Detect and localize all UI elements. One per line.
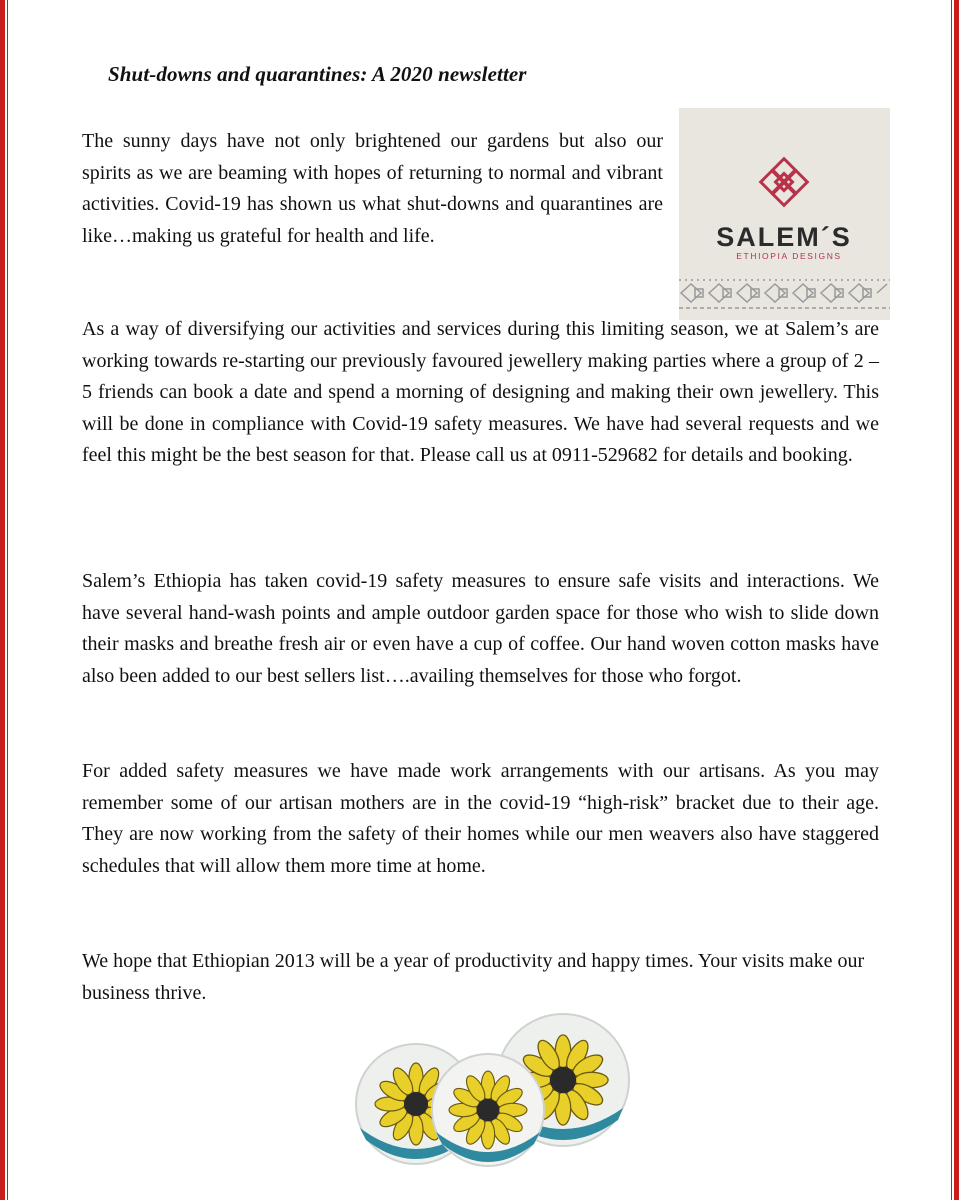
logo-tagline: ETHIOPIA DESIGNS bbox=[736, 251, 842, 261]
page-border-left bbox=[0, 0, 5, 1200]
paragraph-artisans: For added safety measures we have made work arrangements with our artisans. As you may remember some of our artisan mothers are in the covid-19 “high-risk” bracket due to their age. They are now working from the safety of their homes while our men weavers also have staggered schedules that will allow them more time at home. bbox=[82, 760, 879, 877]
pattern-border bbox=[679, 280, 890, 308]
paragraph-closing: We hope that Ethiopian 2013 will be a year of productivity and happy times. Your visits make our business thrive. bbox=[82, 950, 865, 1004]
salems-logo bbox=[679, 108, 890, 320]
logo-brand: SALEM´S bbox=[716, 222, 852, 252]
knot-icon bbox=[761, 159, 808, 206]
woven-baskets-image bbox=[338, 1012, 638, 1167]
newsletter-title: Shut-downs and quarantines: A 2020 newsletter bbox=[108, 62, 527, 86]
paragraph-intro: The sunny days have not only brightened our gardens but also our spirits as we are beaming with hopes of returning to normal and vibrant activities. Covid-19 has shown us what shut-downs and quarantines are like…making us grateful for health and life. bbox=[82, 130, 663, 247]
paragraph-jewellery-parties: As a way of diversifying our activities and services during this limiting season, we at Salem’s are working towards re-starting our previously favoured jewellery making parties where a group of 2 – 5 friends can book a date and spend a morning of designing and making their own jewellery. This will be done in compliance with Covid-19 safety measures. We have had several requests and we feel this might be the best season for that. Please call us at 0911-529682 for details and booking. bbox=[82, 318, 879, 466]
page-border-right bbox=[954, 0, 959, 1200]
paragraph-safety-measures: Salem’s Ethiopia has taken covid-19 safety measures to ensure safe visits and interactions. We have several hand-wash points and ample outdoor garden space for those who wish to slide down their masks and breathe fresh air or even have a cup of coffee. Our hand woven cotton masks have also been added to our best sellers list….availing themselves for those who forgot. bbox=[82, 570, 879, 687]
